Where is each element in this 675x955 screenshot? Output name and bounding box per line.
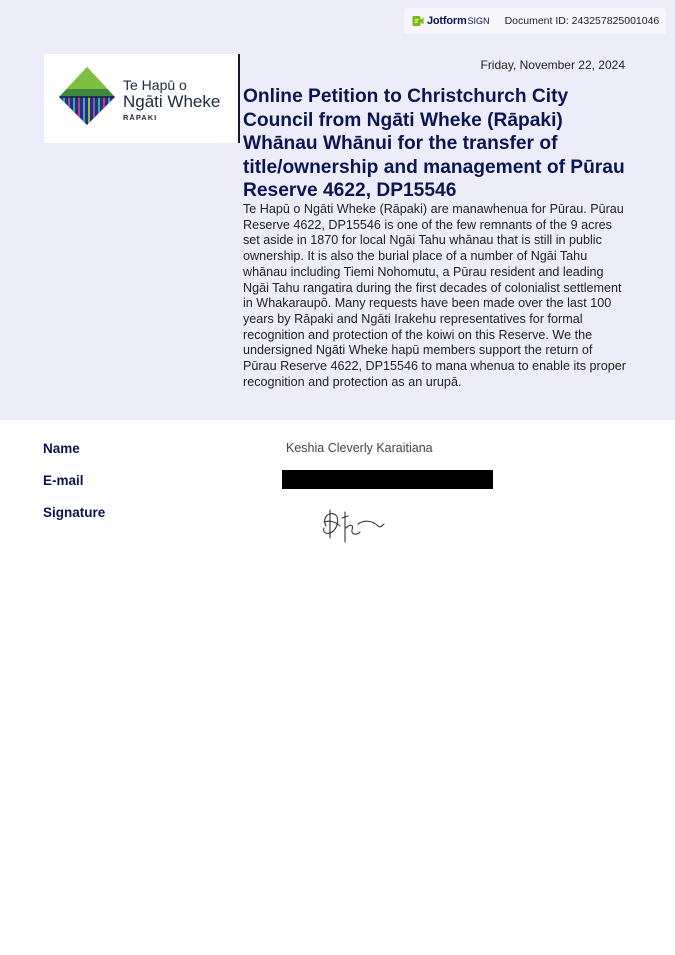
signature-image [318, 506, 388, 546]
logo-wordmark [123, 78, 220, 122]
petition-description: Te Hapū o Ngāti Wheke (Rāpaki) are manawhenua for Pūrau. Pūrau Reserve 4622, DP15546 is one of the few remnants of the 9 acres set aside in 1870 for local Ngāi Tahu whānau that is still in public ownership. It is also the burial place of a number of Ngāi Tahu whānau including Tiemi Nohomutu, a Pūrau resident and leading Ngāi Tahu rangatira during the first decades of colonialist settlement in Whakaraupō. Many requests have been made over the last 100 years by Rāpaki and Ngāti Irakehu representatives for formal recognition and protection of the koiwi on this Reserve. We the undersigned Ngāti Wheke hapū members support the return of Pūrau Reserve 4622, DP15546 to mana whenua to enable its proper recognition and protection as an urupā. [243, 202, 626, 389]
hapu-logo [44, 54, 240, 143]
logo-line-2: Ngāti Wheke [123, 92, 221, 111]
jotform-icon [412, 15, 424, 27]
email-redacted-value [282, 470, 493, 489]
petition-title: Online Petition to Christchurch City Council from Ngāti Wheke (Rāpaki) Whānau Whānui for the transfer of title/ownership and management of Pūrau Reserve 4622, DP15546 [243, 86, 625, 201]
document-id: Document ID: 243257825001046 [504, 15, 660, 27]
logo-line-3: RĀPAKI [123, 113, 158, 122]
jotform-brand-suffix: SIGN [467, 16, 490, 26]
document-date: Friday, November 22, 2024 [480, 58, 625, 72]
name-value: Keshia Cleverly Karaitiana [286, 441, 433, 455]
name-label: Name [43, 441, 80, 456]
logo-line-1: Te Hapū o [123, 77, 187, 93]
email-label: E-mail [43, 473, 84, 488]
jotform-brand-name: Jotform [427, 15, 467, 27]
diamond-emblem-icon [58, 66, 116, 126]
jotform-sign-badge [404, 8, 666, 34]
signature-label: Signature [43, 505, 106, 520]
jotform-logo [412, 15, 490, 27]
